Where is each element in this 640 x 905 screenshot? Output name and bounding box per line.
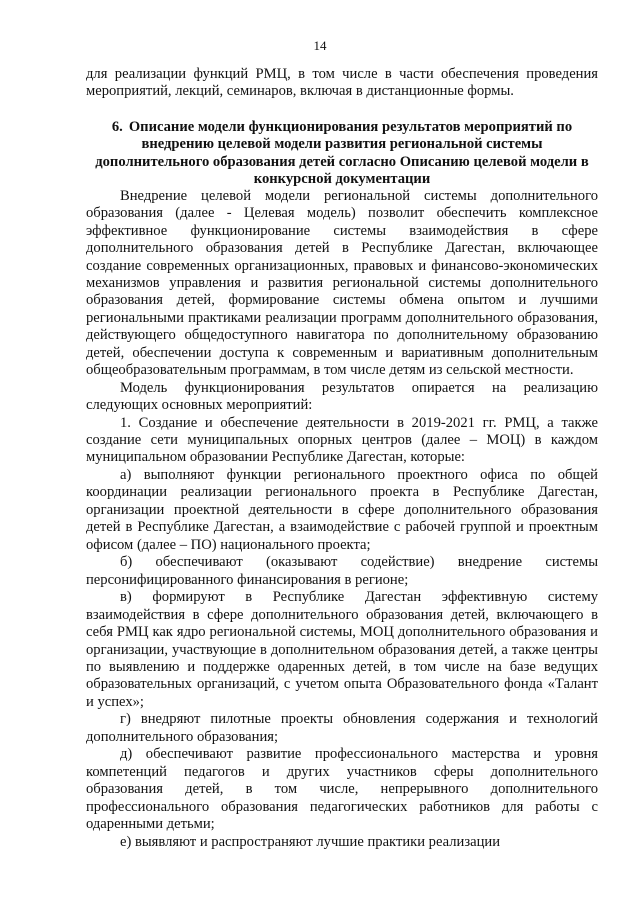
- paragraph-subitem-e: е) выявляют и распространяют лучшие практики реализации: [120, 833, 501, 850]
- paragraph-target-model: Внедрение целевой модели региональной системы дополнительного образования (далее - Целевая модель) позволит обеспечить комплексное эффективное функционирование системы взаимодействия в сфере дополнительного образования детей в Республике Дагестан, включающее создание современных организационных, правовых и финансово-экономических механизмов управления и развития региональной системы дополнительного образования детей, формирование системы обмена опытом и лучшими региональными практиками реализации программ дополнительного образования, действующего общедоступного навигатора по дополнительному образованию детей, обеспечении доступа к современным и вариативным дополнительным общеобразовательным программам, в том числе детям из сельской местности.: [86, 188, 598, 379]
- paragraph-model-basis: Модель функционирования результатов опирается на реализацию следующих основных мероприятий:: [86, 379, 598, 414]
- paragraph-subitem-g: г) внедряют пилотные проекты обновления содержания и технологий дополнительного образования;: [86, 711, 598, 745]
- section-title: Описание модели функционирования результатов мероприятий по внедрению целевой модели развития региональной системы дополнительного образования детей согласно Описанию целевой модели в конкурсной документации: [95, 119, 589, 188]
- section-number: 6.: [111, 119, 123, 135]
- paragraph-subitem-v: в) формируют в Республике Дагестан эффективную систему взаимодействия в сфере дополнительного образования детей, включающего в себя РМЦ как ядро региональной системы, МОЦ дополнительного образования и организации, участвующие в дополнительном образования детей, а также центры по выявлению и поддержке одаренных детей, в том числе на базе ведущих образовательных организаций, с учетом опыта Образовательного фонда «Талант и успех»;: [86, 589, 598, 710]
- paragraph-subitem-a: а) выполняют функции регионального проектного офиса по общей координации реализации регионального проекта в Республике Дагестан, организации проектной деятельности в сфере дополнительного образования детей в Республике Дагестан, а взаимодействие с рабочей группой и проектным офисом (далее – ПО) национального проекта;: [86, 467, 598, 553]
- section-heading: [86, 119, 598, 189]
- page-number: 14: [313, 38, 327, 53]
- paragraph-item-1: 1. Создание и обеспечение деятельности в 2019-2021 гг. РМЦ, а также создание сети муниципальных опорных центров (далее – МОЦ) в каждом муниципальном образовании Республике Дагестан, которые:: [86, 414, 598, 466]
- paragraph-subitem-d: д) обеспечивают развитие профессионального мастерства и уровня компетенций педагогов и других участников сферы дополнительного образования детей, в том числе, непрерывного дополнительного профессионального образования педагогических работников для работы с одаренными детьми;: [86, 746, 598, 832]
- section-body: [86, 188, 598, 851]
- intro-paragraph-block: [86, 66, 598, 101]
- paragraph-subitem-b: б) обеспечивают (оказывают содействие) внедрение системы персонифицированного финансирования в регионе;: [86, 554, 598, 588]
- intro-paragraph: для реализации функций РМЦ, в том числе в части обеспечения проведения мероприятий, лекций, семинаров, включая в дистанционные формы.: [86, 66, 598, 100]
